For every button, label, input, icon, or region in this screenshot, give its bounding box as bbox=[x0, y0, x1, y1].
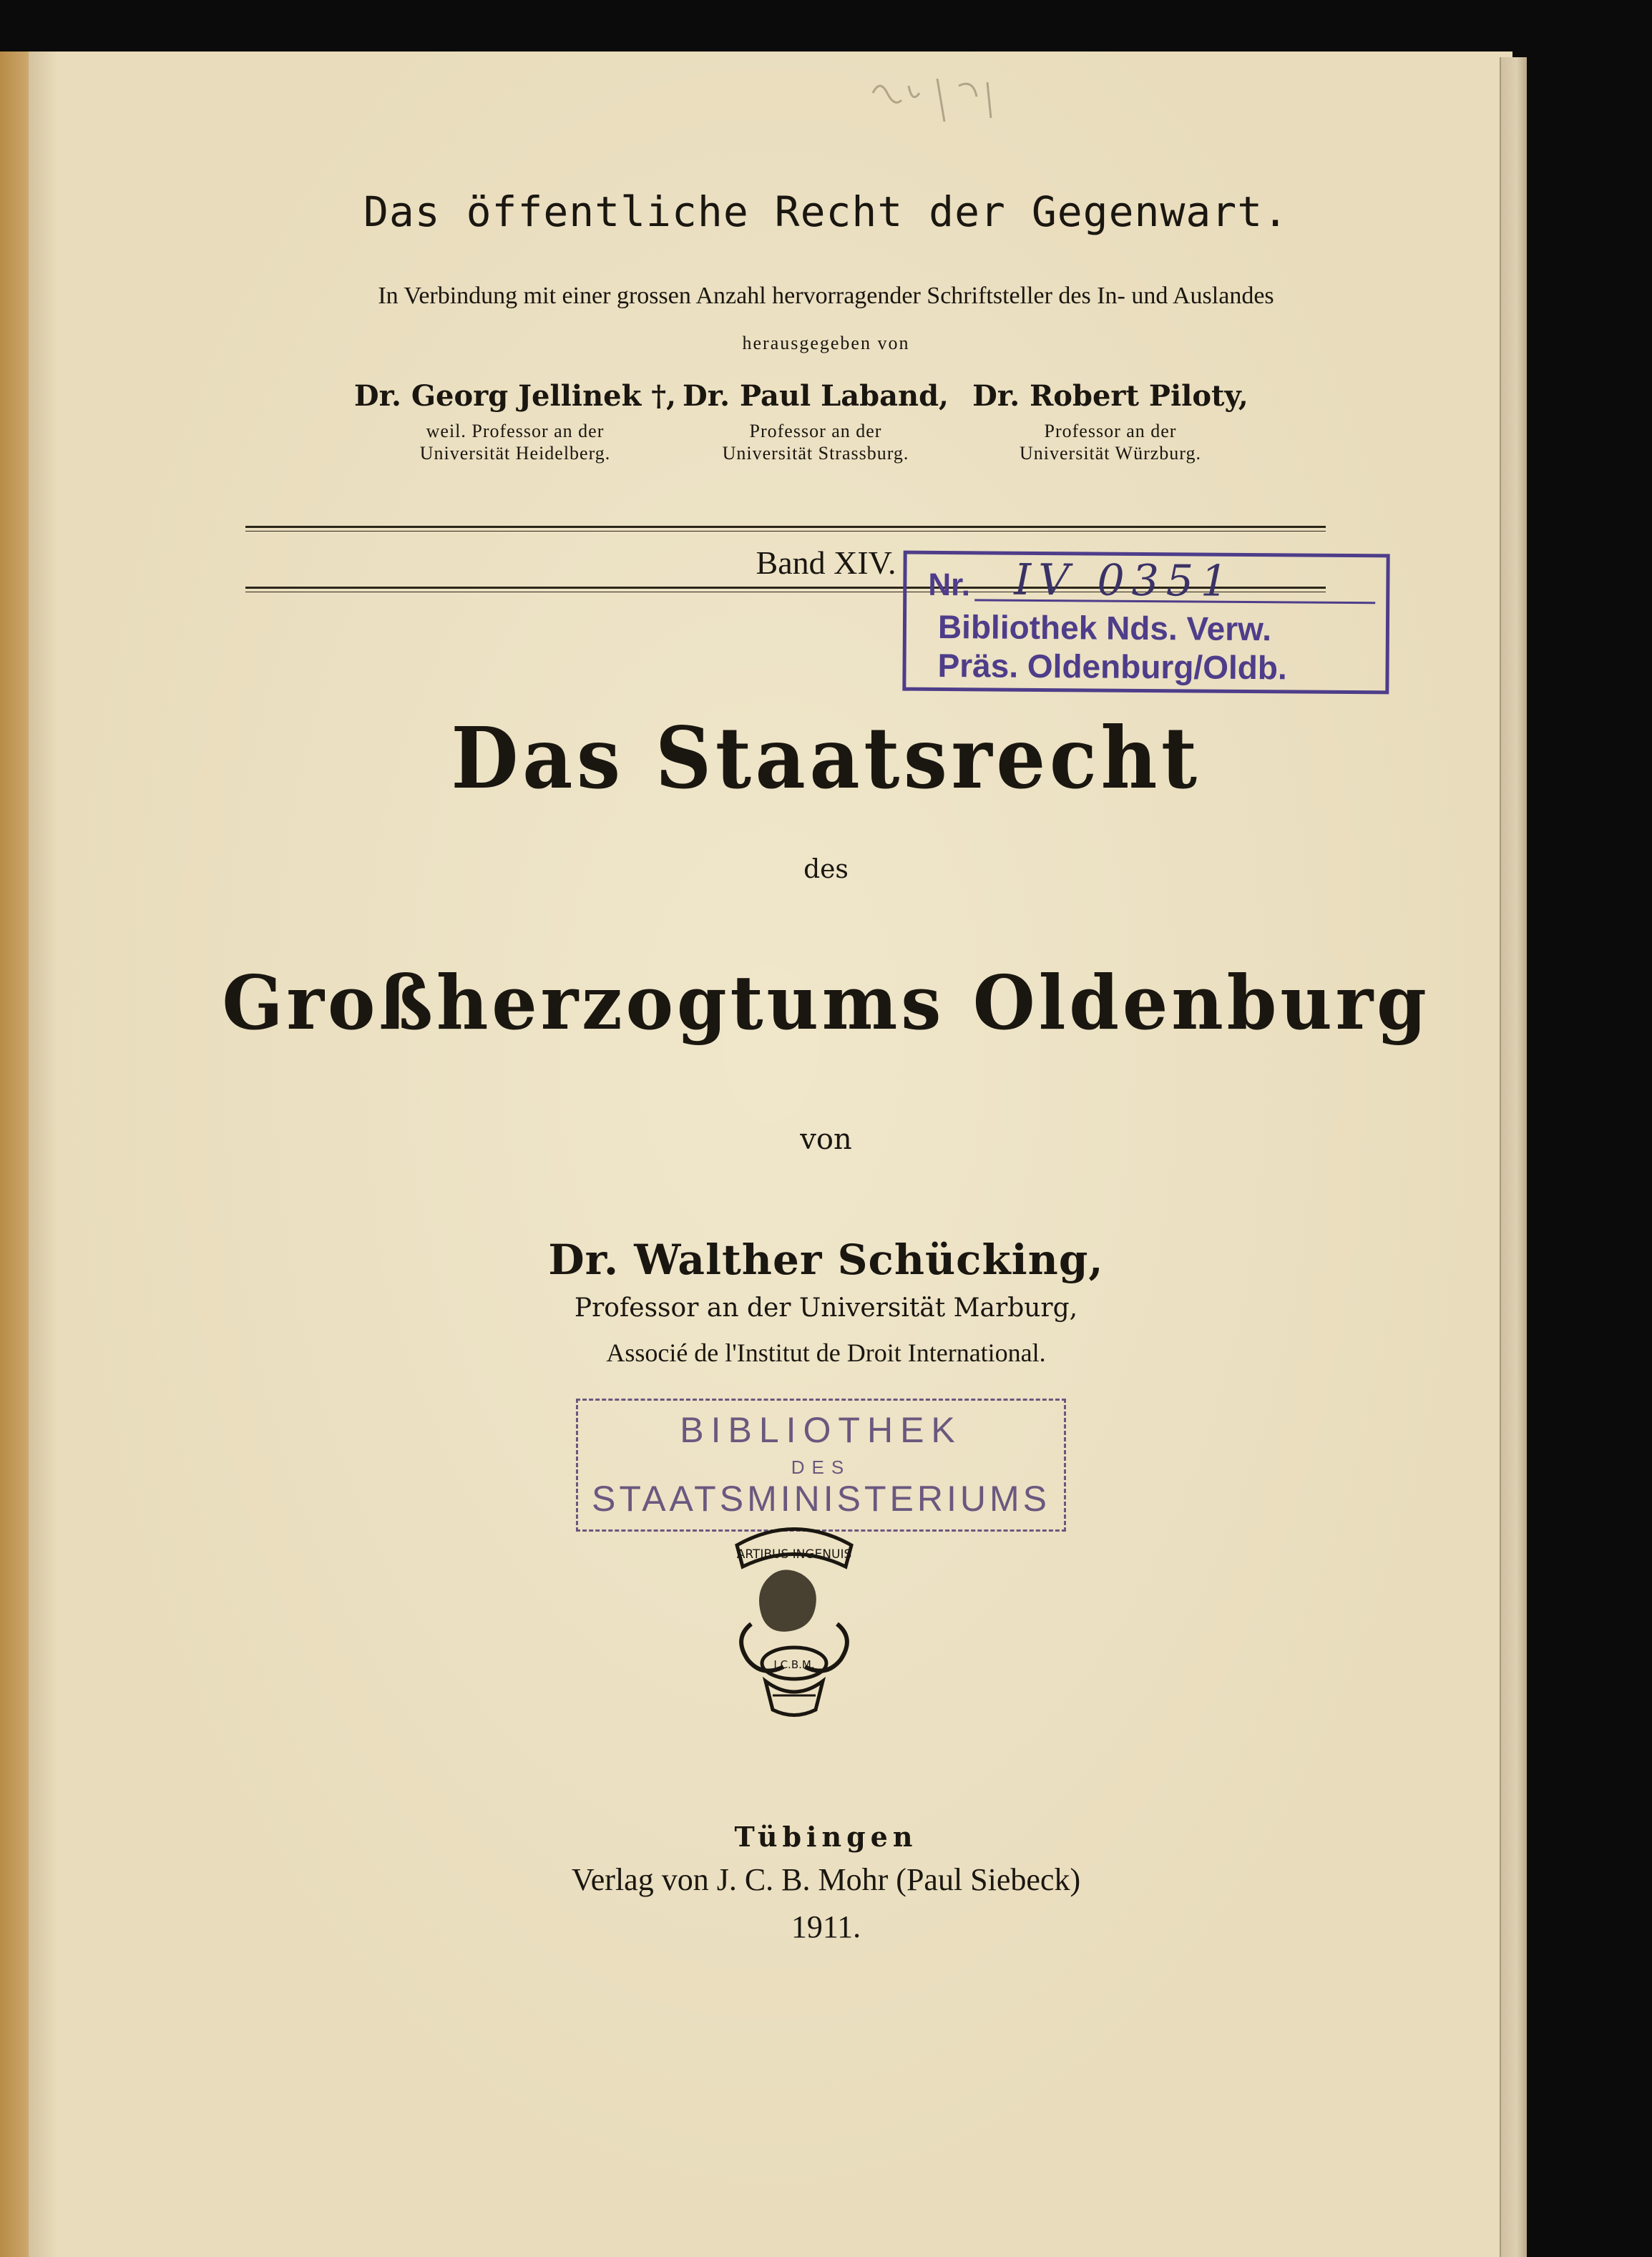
emblem-initials: J.C.B.M. bbox=[773, 1658, 815, 1671]
imprint-city: Tübingen bbox=[734, 1821, 918, 1853]
imprint-publisher: Verlag von J. C. B. Mohr (Paul Siebeck) bbox=[571, 1862, 1081, 1897]
editor-name: Dr. Paul Laband, bbox=[683, 379, 949, 413]
title-connector: des bbox=[803, 855, 849, 884]
stamp-nr-label: Nr. bbox=[928, 567, 971, 603]
editor-name: Dr. Georg Jellinek †, bbox=[353, 379, 677, 413]
pencil-marks-icon bbox=[859, 64, 1045, 143]
publisher-emblem-icon bbox=[723, 1517, 866, 1724]
ministry-stamp bbox=[576, 1399, 1066, 1532]
by-line: von bbox=[800, 1123, 852, 1156]
editor-affiliation: Professor an der bbox=[1044, 421, 1177, 441]
main-title: Das Staatsrecht bbox=[451, 708, 1201, 808]
edited-by-line: herausgegeben von bbox=[742, 333, 910, 353]
editor-affiliation: Universität Heidelberg. bbox=[419, 443, 611, 464]
volume-label: Band XIV. bbox=[756, 544, 896, 581]
author-institute: Associé de l'Institut de Droit International. bbox=[606, 1338, 1046, 1367]
library-stamp bbox=[902, 551, 1389, 695]
association-line: In Verbindung mit einer grossen Anzahl hervorragender Schriftsteller des In- und Auslandes bbox=[378, 283, 1274, 309]
editor-affiliation: Professor an der bbox=[749, 421, 882, 441]
ministry-stamp-line-2: DES bbox=[791, 1456, 851, 1478]
emblem-motto: ARTIBUS INGENUIS bbox=[736, 1547, 852, 1562]
imprint-year: 1911. bbox=[791, 1909, 861, 1944]
stamp-line-2: Präs. Oldenburg/Oldb. bbox=[937, 646, 1287, 687]
editor-name: Dr. Robert Piloty, bbox=[972, 379, 1248, 413]
editor-affiliation: weil. Professor an der bbox=[426, 421, 605, 441]
state-title: Großherzogtums Oldenburg bbox=[222, 959, 1430, 1047]
author-position: Professor an der Universität Marburg, bbox=[574, 1293, 1078, 1323]
divider-rule-top bbox=[245, 526, 1326, 532]
series-title: Das öffentliche Recht der Gegenwart. bbox=[363, 187, 1289, 236]
stamp-nr-value: IV 0351 bbox=[1014, 554, 1236, 607]
ministry-stamp-line-1: BIBLIOTHEK bbox=[680, 1410, 962, 1450]
stamp-line-1: Bibliothek Nds. Verw. bbox=[937, 607, 1272, 648]
editor-piloty bbox=[903, 379, 1318, 464]
editor-affiliation: Universität Würzburg. bbox=[1020, 443, 1201, 464]
ministry-stamp-line-3: STAATSMINISTERIUMS bbox=[592, 1479, 1050, 1519]
author-name: Dr. Walther Schücking, bbox=[548, 1235, 1104, 1284]
editor-affiliation: Universität Strassburg. bbox=[722, 443, 909, 464]
